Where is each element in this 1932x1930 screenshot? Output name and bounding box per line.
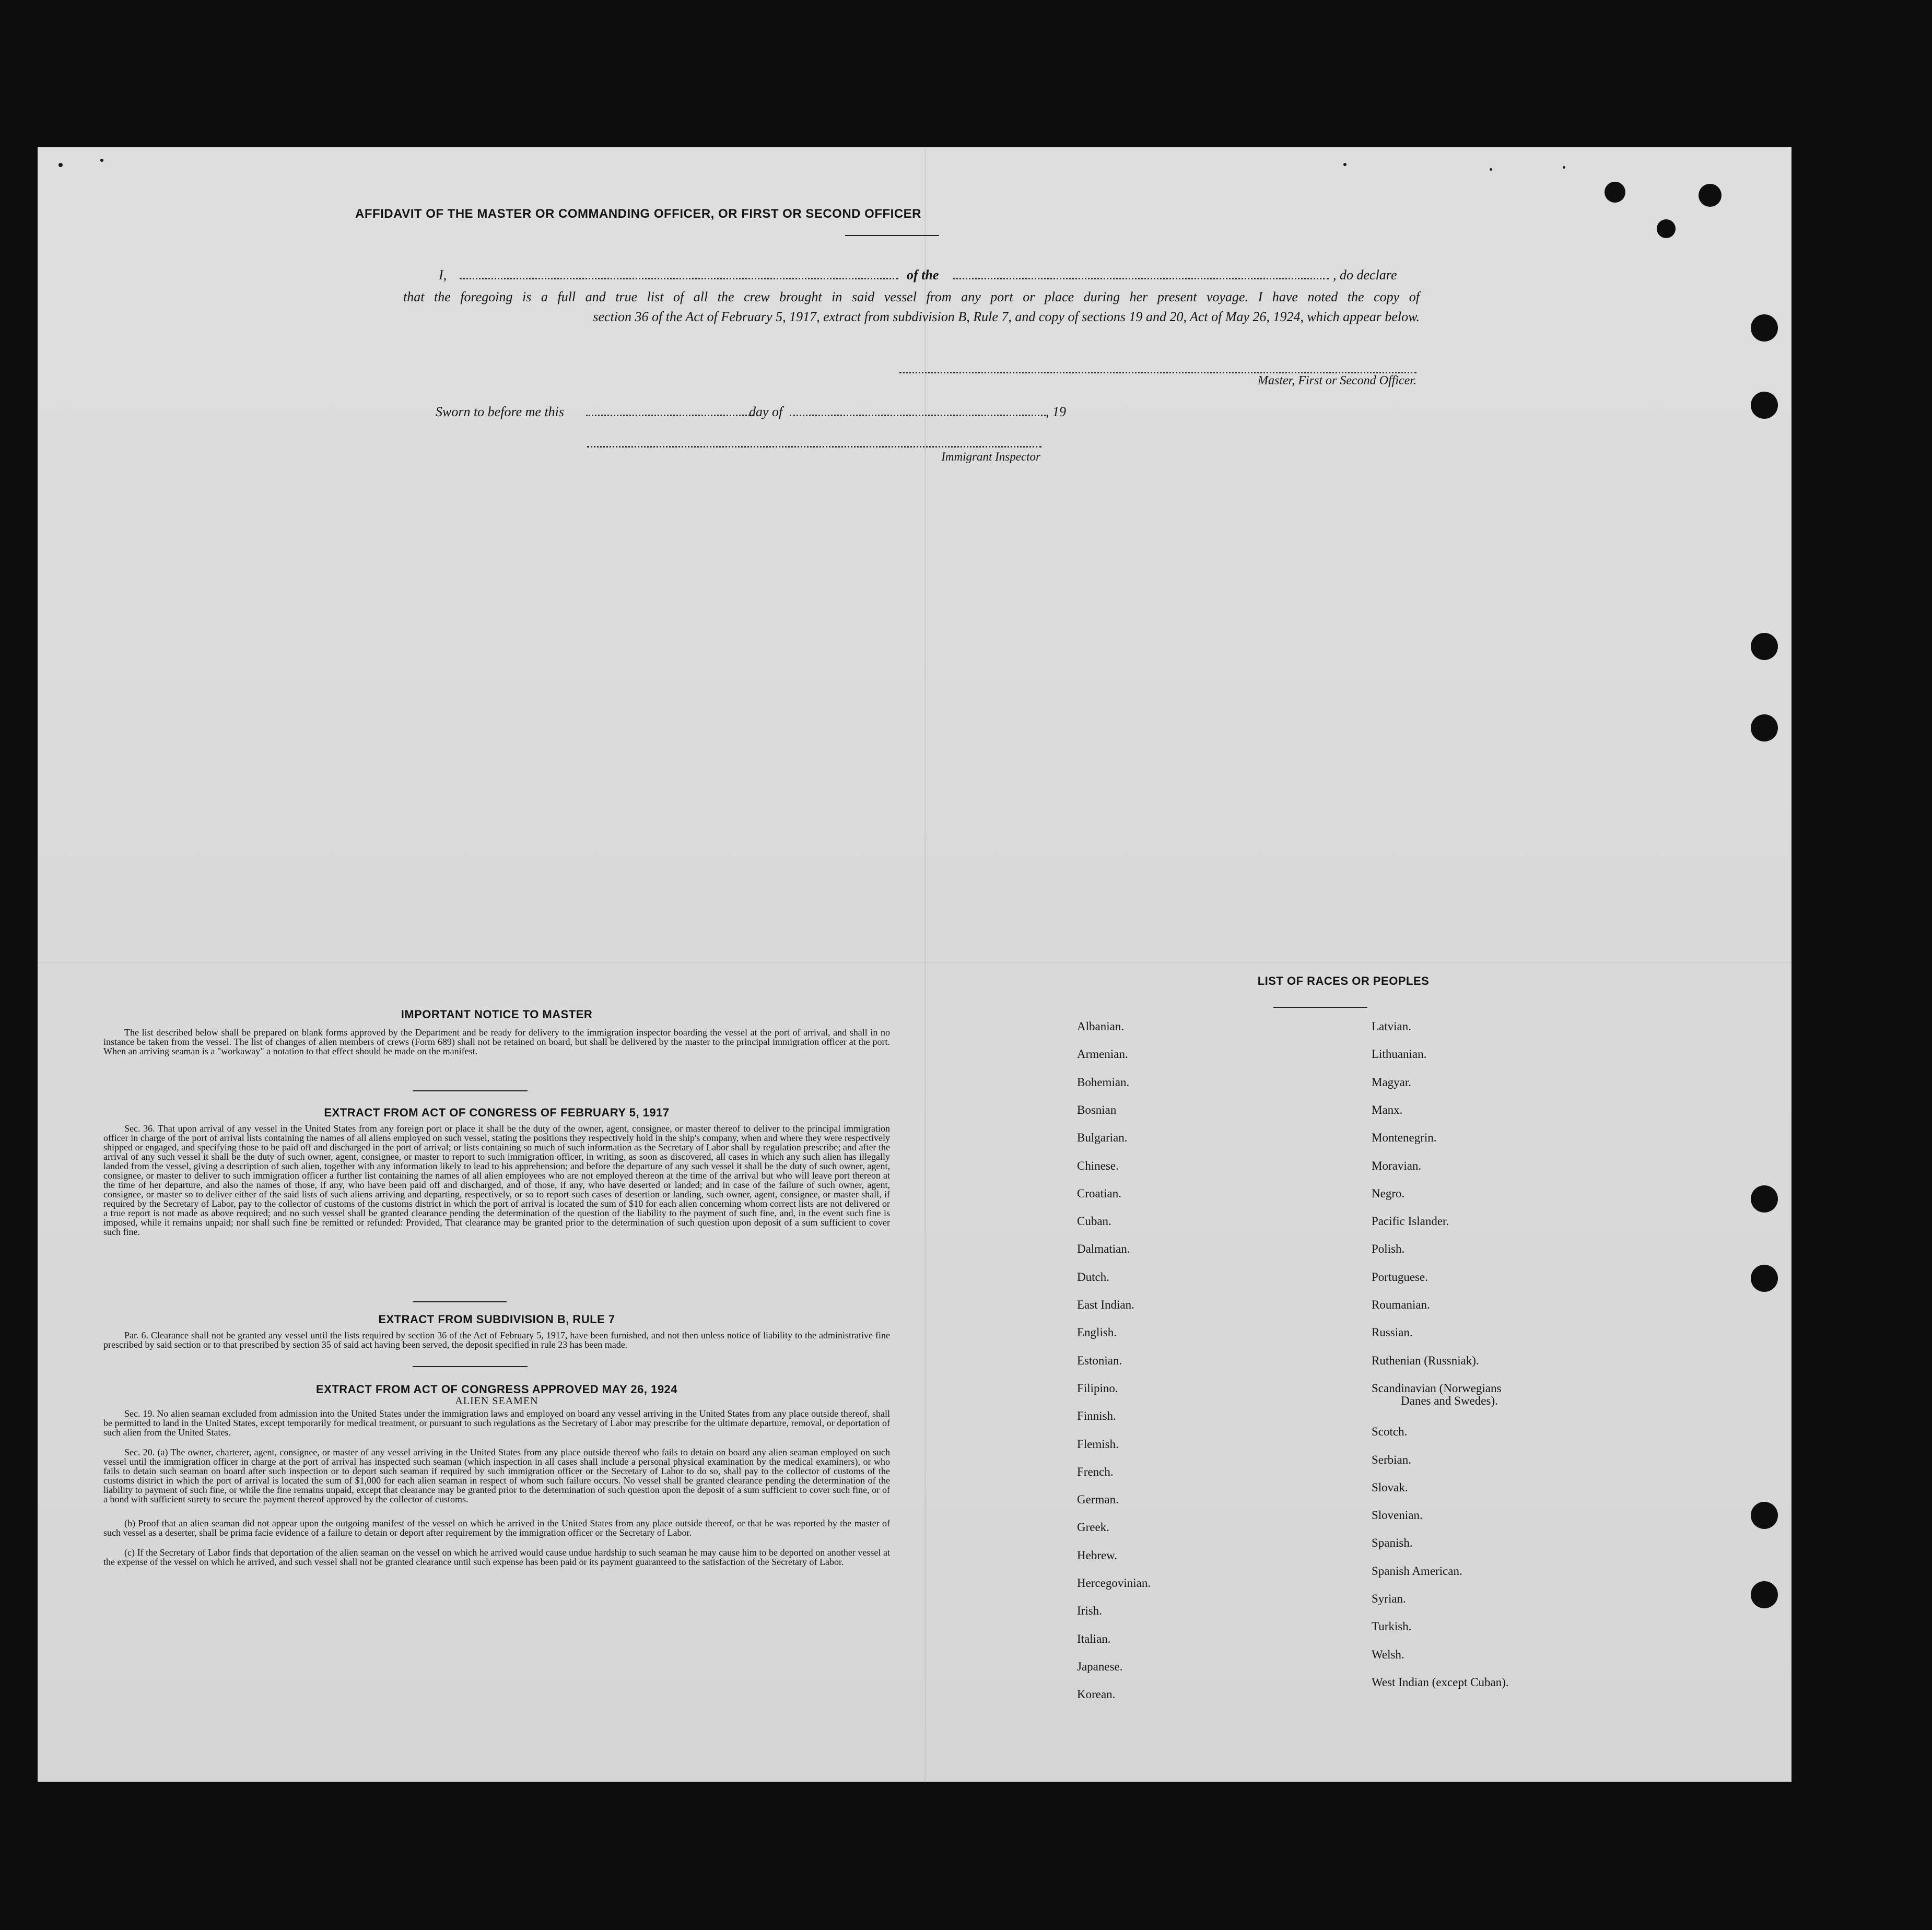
divider [413,1301,507,1302]
races-title: LIST OF RACES OR PEOPLES [1257,974,1430,987]
sec20c-text: (c) If the Secretary of Labor finds that deportation of the alien seaman on the vessel on which he arrived would cause undue hardship to such seaman he may cause him to be deported on another vessel at the expense of the vessel on which he arrived, and such vessel shall not be granted clearance until such expense has been paid or its payment guaranteed to the satisfaction of the Secretary of Labor. [103,1547,890,1567]
punch-hole-icon [1657,219,1676,238]
race-item: Scandinavian (Norwegians [1372,1381,1502,1395]
speck-icon [1490,168,1492,171]
affidavit-declare: , do declare [1333,267,1397,283]
race-item: Bohemian. [1077,1075,1130,1089]
rule7-title: EXTRACT FROM SUBDIVISION B, RULE 7 [378,1313,615,1326]
divider [413,1366,528,1367]
race-item: English. [1077,1326,1117,1339]
extract-1924-subtitle: ALIEN SEAMEN [455,1395,538,1407]
race-item: Japanese. [1077,1660,1123,1673]
extract-1917-title: EXTRACT FROM ACT OF CONGRESS OF FEBRUARY 5, 1917 [324,1106,670,1119]
punch-hole-icon [1751,1502,1778,1529]
race-item: West Indian (except Cuban). [1372,1675,1509,1689]
affidavit-title: AFFIDAVIT OF THE MASTER OR COMMANDING OFFICER, OR FIRST OR SECOND OFFICER [355,207,922,221]
day-blank [586,415,753,416]
divider [413,1090,528,1091]
race-item: Spanish. [1372,1536,1413,1550]
race-item: Magyar. [1372,1075,1412,1089]
speck-icon [1343,163,1346,166]
sec20a-text: Sec. 20. (a) The owner, charterer, agent, consignee, or master of any vessel arriving in the United States from any place outside thereof who fails to detain on board any alien seaman employed on such vessel until the immigration officer in charge at the port of arrival has inspected such seaman (which inspection in all cases shall include a personal physical examination by the medical examiners), or who fails to detain such seaman on board after such inspection or to deport such seaman if required by such immigration officer or the Secretary of Labor to do so, shall pay to the collector of customs of the customs district in which the port of arrival is located the sum of $1,000 for each alien seaman in respect of whom such failure occurs. No vessel shall be granted clearance pending the determination of the liability to payment of such fine, or while the fine remains unpaid, except that clearance may be granted prior to the determination of such question upon the deposit of a sum sufficient to cover such fine, or of a bond with sufficient surety to secure the payment thereof approved by the collector of customs. [103,1447,890,1504]
punch-hole-icon [1751,1581,1778,1608]
race-item: Lithuanian. [1372,1048,1427,1061]
race-item: Armenian. [1077,1048,1128,1061]
race-item: Serbian. [1372,1453,1412,1466]
race-item: Turkish. [1372,1620,1412,1633]
race-item: Flemish. [1077,1437,1119,1451]
race-item: East Indian. [1077,1298,1134,1311]
sworn-year: , 19 [1046,404,1066,419]
race-item: French. [1077,1465,1114,1478]
divider [1273,1007,1367,1008]
race-item: Russian. [1372,1326,1413,1339]
sec20b-text: (b) Proof that an alien seaman did not appear upon the outgoing manifest of the vessel on which he arrived in the United States from any place outside thereof, or that he was reported by the master of such vessel as a deserter, shall be prima facie evidence of a failure to detain or deport after requirement by the immigration officer or the Secretary of Labor. [103,1518,890,1538]
race-item: Welsh. [1372,1647,1404,1661]
master-signature-blank [899,372,1416,373]
race-item: Chinese. [1077,1159,1119,1172]
race-item: Roumanian. [1372,1298,1430,1311]
race-item: Polish. [1372,1242,1405,1256]
speck-icon [1563,166,1565,169]
race-item: Moravian. [1372,1159,1422,1172]
sec19-text: Sec. 19. No alien seaman excluded from admission into the United States under the immigration laws and employed on board any vessel arriving in the United States from any place outside thereof, shall be permitted to land in the United States, except temporarily for medical treatment, or pursuant to such regulations as the Secretary of Labor may prescribe for the ultimate departure, removal, or deportation of such alien from the United States. [103,1408,890,1438]
race-item: Croatian. [1077,1186,1121,1200]
title-divider [845,235,939,236]
sworn-day-of: day of [749,404,783,419]
horizontal-fold [38,962,1792,963]
race-item: Dutch. [1077,1270,1109,1284]
month-blank [790,415,1046,416]
race-item: Manx. [1372,1103,1403,1116]
race-item: Syrian. [1372,1592,1406,1605]
punch-hole-icon [1699,184,1722,207]
race-item: Danes and Swedes). [1401,1394,1498,1407]
race-item: Portuguese. [1372,1270,1428,1284]
race-item: Irish. [1077,1604,1102,1618]
race-item: German. [1077,1493,1119,1507]
affidavit-line-3: section 36 of the Act of February 5, 1917, extract from subdivision B, Rule 7, and copy of sections 19 and 20, Act of May 26, 1924, which appear below. [593,309,1420,324]
inspector-label: Immigrant Inspector [941,450,1040,463]
extract-1924-title: EXTRACT FROM ACT OF CONGRESS APPROVED MAY 26, 1924 [315,1383,678,1396]
affidavit-i: I, [439,267,447,283]
race-item: Spanish American. [1372,1564,1462,1578]
punch-hole-icon [1751,314,1778,342]
race-item: Bosnian [1077,1103,1117,1116]
speck-icon [58,163,63,167]
race-item: Pacific Islander. [1372,1215,1449,1228]
inspector-signature-blank [587,446,1041,448]
punch-hole-icon [1751,633,1778,660]
punch-hole-icon [1751,392,1778,419]
race-item: Slovak. [1372,1480,1408,1494]
race-item: Albanian. [1077,1020,1125,1033]
race-item: Latvian. [1372,1020,1411,1033]
race-item: Greek. [1077,1521,1109,1534]
race-item: Filipino. [1077,1381,1118,1395]
affidavit-line-2: that the foregoing is a full and true list of all the crew brought in said vessel from any port or place during her present voyage. I have noted the copy of [403,289,1420,304]
race-item: Italian. [1077,1632,1111,1645]
race-item: Scotch. [1372,1425,1408,1439]
race-item: Hebrew. [1077,1548,1118,1562]
race-item: Negro. [1372,1186,1405,1200]
name-blank [460,278,898,279]
notice-title: IMPORTANT NOTICE TO MASTER [401,1008,593,1021]
race-item: Korean. [1077,1688,1116,1701]
race-item: Montenegrin. [1372,1131,1437,1145]
notice-text: The list described below shall be prepared on blank forms approved by the Department and be ready for delivery to the immigration inspector boarding the vessel at the port of arrival, and shall in no instance be taken from the vessel. The list of changes of alien members of crews (Form 689) shall not be retained on board, but shall be delivered by the master to the principal immigration officer at the port. When an arriving seaman is a "workaway" a notation to that effect should be made on the manifest. [103,1027,890,1056]
race-item: Estonian. [1077,1354,1122,1367]
affidavit-of-the: of the [907,267,939,283]
punch-hole-icon [1751,1265,1778,1292]
punch-hole-icon [1751,1185,1778,1213]
extract-1917-text: Sec. 36. That upon arrival of any vessel in the United States from any foreign port or place it shall be the duty of the owner, agent, consignee, or master thereof to deliver to the principal immigration officer in charge of the port of arrival lists containing the names of all aliens employed on such vessel, stating the positions they respectively hold in the ship's company, when and where they were respectively shipped or engaged, and specifying those to be paid off and discharged in the port of arrival; or lists containing so much of such information as the Secretary of Labor shall by regulation prescribe; and after the arrival of any such vessel it shall be the duty of such owner, agent, consignee, or master to report to such immigration officer, in writing, as soon as discovered, all cases in which any such alien has illegally landed from the vessel, giving a description of such alien, together with any information likely to lead to his apprehension; and before the departure of any such vessel it shall be the duty of such owner, agent, consignee, or master to deliver to such immigration officer a further list containing the names of all alien employees who are not employed thereon at the time of the arrival but who will leave port thereon at the time of her departure, and also the names of those, if any, who have been paid off and discharged, and of those, if any, who have deserted or landed; and in case of the failure of such owner, agent, consignee, or master so to deliver either of the said lists of such aliens arriving and departing, respectively, or so to report such cases of desertion or landing, such owner, agent, consignee, or master shall, if required by the Secretary of Labor, pay to the collector of customs of the customs district in which the port of arrival is located the sum of $10 for each alien concerning whom correct lists are not delivered or a true report is not made as above required; and no such vessel shall be granted clearance pending the determination of the question of the liability to the payment of such fine, and, in the event such fine is imposed, while it remains unpaid; nor shall such fine be remitted or refunded: Provided, That clearance may be granted prior to the determination of such question upon deposit of a sum sufficient to cover such fine. [103,1123,890,1237]
document-page [38,147,1792,1782]
race-item: Hercegovinian. [1077,1576,1151,1590]
race-item: Finnish. [1077,1409,1116,1423]
punch-hole-icon [1751,714,1778,742]
punch-hole-icon [1605,182,1625,203]
speck-icon [100,159,103,162]
race-item: Dalmatian. [1077,1242,1130,1256]
race-item: Cuban. [1077,1215,1111,1228]
race-item: Slovenian. [1372,1509,1423,1522]
vessel-blank [953,278,1329,279]
master-label: Master, First or Second Officer. [1258,374,1416,387]
sworn-prefix: Sworn to before me this [436,404,565,419]
center-fold [924,147,926,1782]
race-item: Ruthenian (Russniak). [1372,1354,1479,1367]
race-item: Bulgarian. [1077,1131,1128,1145]
rule7-text: Par. 6. Clearance shall not be granted any vessel until the lists required by section 36 of the Act of February 5, 1917, have been furnished, and not then unless notice of liability to the administrative fine prescribed by said section or to that prescribed by section 35 of said act having been served, the deposit specified in rule 23 has been made. [103,1330,890,1350]
